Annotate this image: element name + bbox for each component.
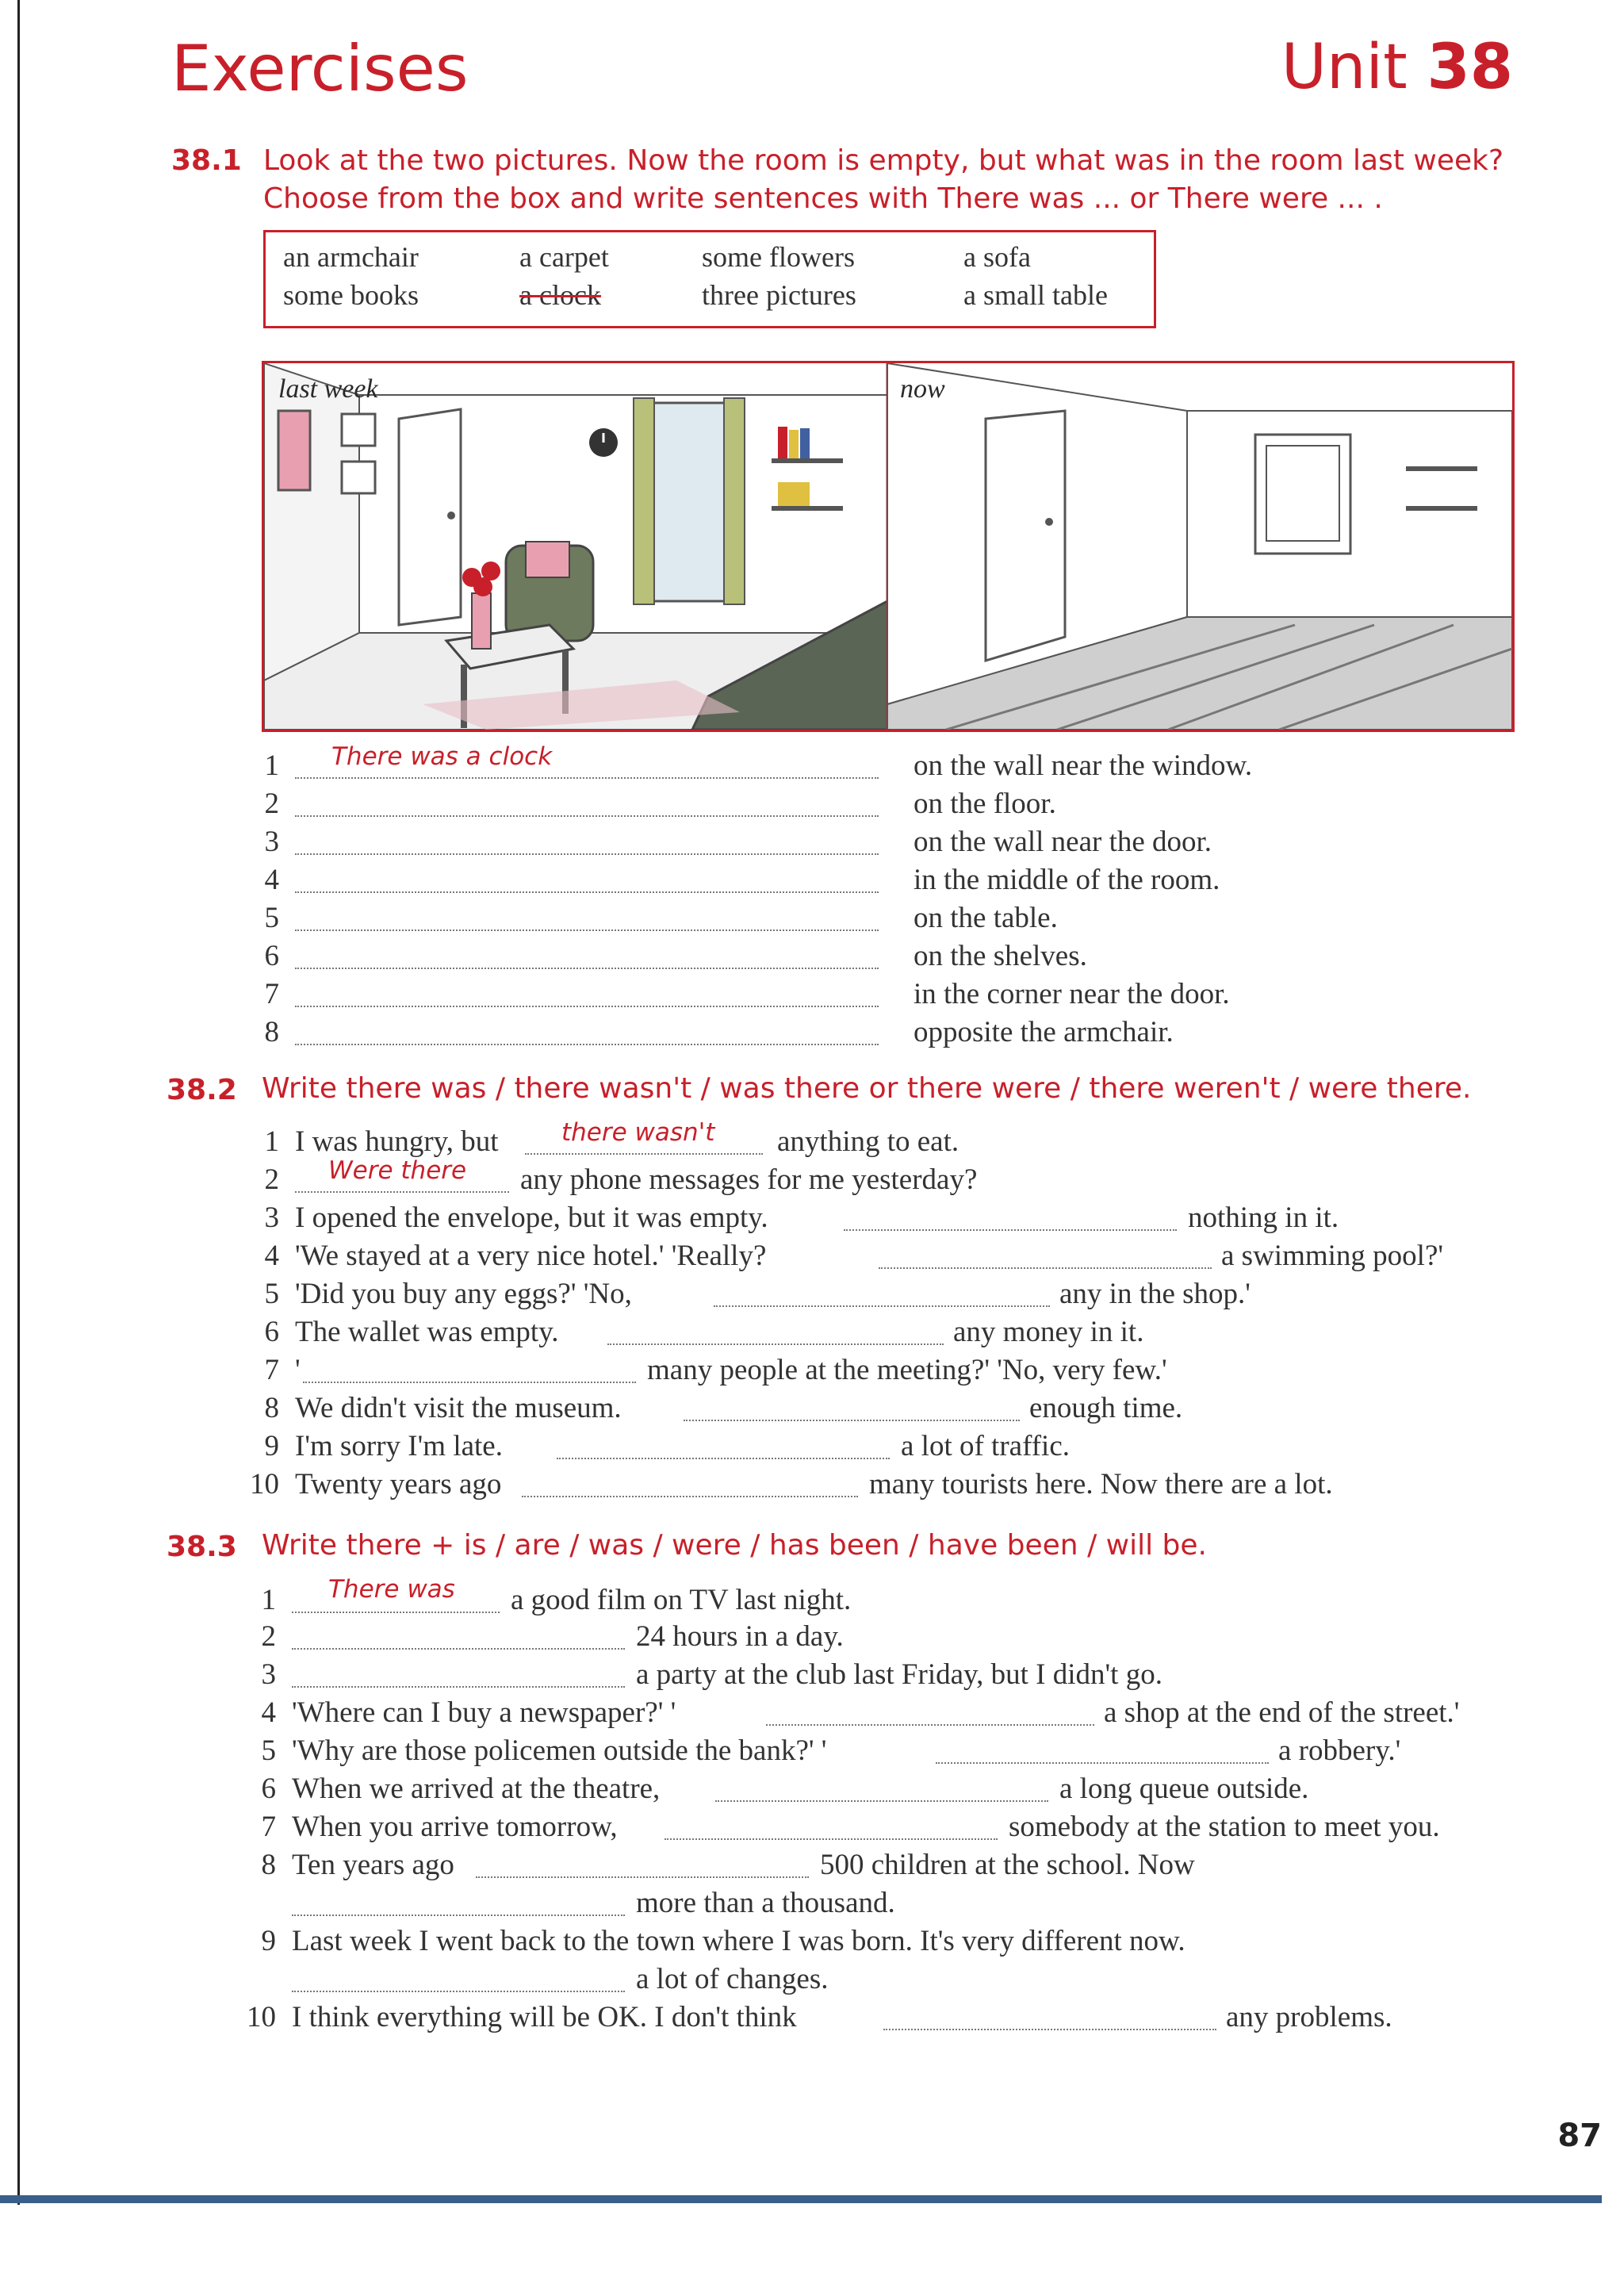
answer-blank[interactable] <box>295 1042 879 1045</box>
answer-blank[interactable] <box>292 1610 500 1613</box>
item-text-before: I opened the envelope, but it was empty. <box>295 1202 768 1234</box>
answer-blank[interactable] <box>525 1152 763 1155</box>
item-text-continued: a lot of changes. <box>636 1963 829 1995</box>
example-answer: There was <box>328 1575 455 1604</box>
item-text-after: anything to eat. <box>777 1125 959 1158</box>
word-item-crossed: a clock <box>519 279 601 311</box>
item-number: 5 <box>264 1278 279 1310</box>
answer-blank[interactable] <box>607 1342 944 1345</box>
exercise-instruction-line1: Look at the two pictures. Now the room is empty, but what was in the room last week? <box>263 144 1504 177</box>
item-number: 1 <box>261 1584 276 1616</box>
example-answer: there wasn't <box>561 1118 715 1147</box>
item-number: 3 <box>261 1658 276 1691</box>
item-number: 3 <box>264 826 279 858</box>
label-last-week: last week <box>278 374 378 404</box>
answer-blank[interactable] <box>295 776 879 779</box>
item-number: 6 <box>264 1316 279 1348</box>
answer-blank[interactable] <box>292 1685 625 1688</box>
item-text-after: a lot of traffic. <box>901 1430 1071 1462</box>
exercise-instruction: Write there + is / are / was / were / has been / have been / will be. <box>262 1529 1207 1562</box>
page-number: 87 <box>1557 2118 1602 2154</box>
exercise-instruction: Write there was / there wasn't / was there or there were / there weren't / were there. <box>262 1072 1472 1105</box>
answer-blank[interactable] <box>295 928 879 931</box>
item-number: 10 <box>247 2001 276 2033</box>
item-text-after: a robbery.' <box>1278 1734 1401 1767</box>
unit-word: Unit <box>1281 32 1408 103</box>
example-answer: There was a clock <box>331 742 553 771</box>
item-number: 2 <box>261 1620 276 1653</box>
answer-blank[interactable] <box>684 1418 1020 1421</box>
item-text-before: I think everything will be OK. I don't think <box>292 2001 797 2033</box>
item-number: 2 <box>264 788 279 820</box>
word-item: an armchair <box>283 241 419 273</box>
item-number: 6 <box>264 940 279 972</box>
item-number: 10 <box>250 1468 279 1501</box>
unit-number: 38 <box>1427 32 1513 103</box>
item-number: 9 <box>264 1430 279 1462</box>
answer-blank[interactable] <box>292 1646 625 1650</box>
item-number: 8 <box>264 1016 279 1048</box>
item-number: 7 <box>261 1811 276 1843</box>
item-text-after: any money in it. <box>953 1316 1144 1348</box>
item-number: 8 <box>264 1392 279 1424</box>
item-text-before: 'Where can I buy a newspaper?' ' <box>292 1696 676 1729</box>
item-text: on the wall near the door. <box>914 826 1212 858</box>
answer-blank[interactable] <box>476 1875 809 1878</box>
item-number: 6 <box>261 1773 276 1805</box>
item-number: 4 <box>264 1240 279 1272</box>
item-number: 2 <box>264 1163 279 1196</box>
answer-blank[interactable] <box>883 2027 1216 2030</box>
unit-label <box>1281 32 1513 103</box>
page-title: Exercises <box>171 32 469 105</box>
item-text-before: 'Did you buy any eggs?' 'No, <box>295 1278 632 1310</box>
item-text-after: a party at the club last Friday, but I didn't go. <box>636 1658 1162 1691</box>
item-number: 7 <box>264 1354 279 1386</box>
item-text-before: The wallet was empty. <box>295 1316 559 1348</box>
answer-blank[interactable] <box>295 852 879 855</box>
item-number: 5 <box>261 1734 276 1767</box>
item-text-after: a shop at the end of the street.' <box>1104 1696 1460 1729</box>
item-text-after: any problems. <box>1226 2001 1392 2033</box>
item-text-before: Twenty years ago <box>295 1468 502 1501</box>
item-text: on the floor. <box>914 788 1056 820</box>
answer-blank[interactable] <box>295 966 879 969</box>
exercise-number-38-3: 38.3 <box>167 1531 237 1563</box>
answer-blank[interactable] <box>295 814 879 817</box>
exercise-number-38-2: 38.2 <box>167 1074 237 1106</box>
item-text-after: nothing in it. <box>1188 1202 1339 1234</box>
room-pictures <box>262 361 1515 732</box>
answer-blank[interactable] <box>766 1723 1094 1726</box>
item-text-before: 'We stayed at a very nice hotel.' 'Really? <box>295 1240 767 1272</box>
answer-blank[interactable] <box>879 1266 1212 1269</box>
exercise-number-38-1: 38.1 <box>171 144 242 177</box>
item-text-after: any phone messages for me yesterday? <box>520 1163 978 1196</box>
answer-blank[interactable] <box>844 1228 1177 1231</box>
answer-blank[interactable] <box>295 1190 509 1193</box>
word-item: some flowers <box>702 241 855 273</box>
item-text: opposite the armchair. <box>914 1016 1174 1048</box>
item-text-after: many people at the meeting?' 'No, very few.' <box>647 1354 1167 1386</box>
word-item: some books <box>283 279 419 311</box>
item-text-before: We didn't visit the museum. <box>295 1392 622 1424</box>
item-text-after: a good film on TV last night. <box>511 1584 852 1616</box>
answer-blank[interactable] <box>295 1004 879 1007</box>
item-number: 1 <box>264 1125 279 1158</box>
item-text-continued: more than a thousand. <box>636 1887 895 1919</box>
answer-blank[interactable] <box>665 1837 998 1840</box>
room-now <box>887 363 1512 730</box>
answer-blank[interactable] <box>292 1913 625 1916</box>
item-number: 4 <box>261 1696 276 1729</box>
item-text: on the shelves. <box>914 940 1087 972</box>
item-text-after: any in the shop.' <box>1059 1278 1251 1310</box>
item-number: 8 <box>261 1849 276 1881</box>
answer-blank[interactable] <box>292 1989 625 1992</box>
answer-blank[interactable] <box>295 890 879 893</box>
item-number: 4 <box>264 864 279 896</box>
bottom-rule <box>0 2195 1602 2203</box>
item-text-before: Last week I went back to the town where I was born. It's very different now. <box>292 1925 1185 1957</box>
item-text-after: 500 children at the school. Now <box>820 1849 1195 1881</box>
item-text-before: I was hungry, but <box>295 1125 499 1158</box>
item-number: 3 <box>264 1202 279 1234</box>
page-edge-line <box>17 0 20 2205</box>
item-text-after: a long queue outside. <box>1059 1773 1309 1805</box>
item-text: in the corner near the door. <box>914 978 1230 1010</box>
answer-blank[interactable] <box>557 1456 890 1459</box>
item-text-before: 'Why are those policemen outside the bank?' ' <box>292 1734 827 1767</box>
item-text-before: When you arrive tomorrow, <box>292 1811 618 1843</box>
item-text: on the table. <box>914 902 1058 934</box>
item-number: 5 <box>264 902 279 934</box>
answer-blank[interactable] <box>936 1761 1269 1764</box>
label-now: now <box>900 374 945 404</box>
answer-blank[interactable] <box>522 1494 858 1497</box>
item-text-before: Ten years ago <box>292 1849 454 1881</box>
item-text-after: enough time. <box>1029 1392 1183 1424</box>
word-item: a small table <box>963 279 1108 311</box>
item-text-before: ' <box>295 1354 301 1386</box>
item-text: on the wall near the window. <box>914 749 1253 782</box>
room-illustration <box>264 363 1512 730</box>
word-box <box>263 230 1156 328</box>
answer-blank[interactable] <box>303 1380 636 1383</box>
item-text-after: a swimming pool?' <box>1221 1240 1444 1272</box>
room-last-week <box>264 363 887 730</box>
item-number: 1 <box>264 749 279 782</box>
item-number: 9 <box>261 1925 276 1957</box>
word-item: a sofa <box>963 241 1031 273</box>
item-text-after: many tourists here. Now there are a lot. <box>869 1468 1333 1501</box>
exercise-instruction-line2: Choose from the box and write sentences with There was ... or There were ... . <box>263 182 1383 215</box>
item-text-before: I'm sorry I'm late. <box>295 1430 503 1462</box>
word-item: a carpet <box>519 241 609 273</box>
example-answer: Were there <box>328 1156 467 1185</box>
item-text-before: When we arrived at the theatre, <box>292 1773 661 1805</box>
word-item: three pictures <box>702 279 856 311</box>
answer-blank[interactable] <box>714 1304 1050 1307</box>
item-text: in the middle of the room. <box>914 864 1220 896</box>
answer-blank[interactable] <box>715 1799 1048 1802</box>
item-number: 7 <box>264 978 279 1010</box>
item-text-after: 24 hours in a day. <box>636 1620 844 1653</box>
item-text-after: somebody at the station to meet you. <box>1009 1811 1440 1843</box>
